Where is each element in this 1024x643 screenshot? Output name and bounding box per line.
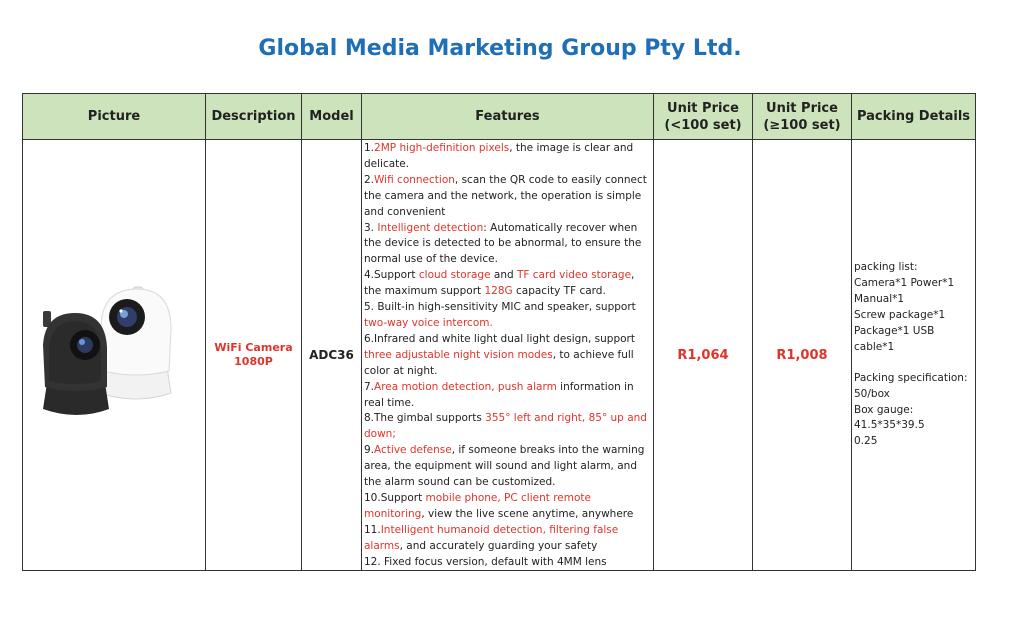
- company-title: Global Media Marketing Group Pty Ltd.: [258, 36, 742, 61]
- header-unit-price-large: Unit Price (≥100 set): [753, 94, 852, 140]
- header-picture: Picture: [23, 94, 206, 140]
- feature-text: 1.: [364, 142, 375, 154]
- header-packing-details: Packing Details: [852, 94, 976, 140]
- feature-text: 2.: [364, 173, 375, 186]
- feature-text: 12. Fixed focus version, default with 4MM lens: [364, 555, 607, 568]
- feature-highlight: Intelligent humanoid detection, filtering false alarms: [364, 523, 619, 552]
- packing-items-line: Camera*1 Power*1: [854, 277, 955, 290]
- feature-text: 4.Support: [364, 269, 419, 282]
- header-description: Description: [206, 94, 302, 140]
- feature-item: [364, 332, 651, 380]
- packing-cell: [852, 140, 976, 571]
- packing-details: [852, 260, 975, 450]
- model-value: ADC36: [309, 348, 354, 363]
- feature-highlight: 2MP high-definition pixels: [374, 142, 510, 154]
- white-camera-image: [99, 287, 171, 399]
- packing-items-line: Package*1 USB: [854, 324, 935, 337]
- feature-item: [364, 523, 651, 555]
- feature-highlight: two-way voice intercom.: [364, 316, 493, 329]
- packing-items-line: Manual*1: [854, 293, 905, 306]
- features-cell: [362, 140, 654, 571]
- feature-text: information in real time.: [364, 380, 634, 409]
- feature-text: capacity TF card.: [512, 285, 606, 298]
- feature-text: 8.The gimbal supports: [364, 412, 486, 425]
- price-small-value: R1,064: [677, 348, 729, 364]
- feature-item: [364, 173, 651, 221]
- price-large-value: R1,008: [776, 348, 828, 364]
- packing-list-label: packing list:: [854, 261, 918, 274]
- table-header-row: [23, 94, 976, 140]
- feature-highlight: cloud storage: [418, 269, 491, 282]
- packing-items-line: cable*1: [854, 340, 895, 353]
- feature-highlight: 355° left and right, 85° up and down;: [364, 412, 647, 441]
- box-weight: 0.25: [854, 435, 878, 448]
- feature-text: 11.: [364, 523, 381, 536]
- header-model: Model: [302, 94, 362, 140]
- header-unit-price-small: Unit Price (<100 set): [654, 94, 753, 140]
- feature-item: [364, 491, 651, 523]
- box-gauge-value: 41.5*35*39.5: [854, 419, 925, 432]
- description-line1: WiFi Camera: [214, 341, 293, 355]
- packing-spec-value: 50/box: [854, 387, 890, 400]
- feature-highlight: 128G: [484, 285, 513, 298]
- feature-text: and: [490, 269, 517, 282]
- model-cell: [302, 140, 362, 571]
- table-row: [23, 140, 976, 571]
- feature-highlight: Wifi connection: [374, 173, 455, 186]
- feature-item: [364, 411, 651, 443]
- description-line2: 1080P: [234, 355, 273, 369]
- feature-item: [364, 443, 651, 491]
- feature-text: 3.: [364, 221, 378, 234]
- feature-highlight: Active defense: [374, 444, 452, 457]
- price-small-cell: [654, 140, 753, 571]
- feature-item: [364, 555, 651, 571]
- feature-item: [364, 300, 651, 332]
- packing-items-line: Screw package*1: [854, 308, 946, 321]
- feature-highlight: Intelligent detection: [377, 221, 484, 234]
- feature-item: [364, 380, 651, 412]
- price-large-cell: [753, 140, 852, 571]
- feature-text: , and accurately guarding your safety: [399, 539, 598, 552]
- feature-highlight: Area motion detection, push alarm: [374, 380, 557, 393]
- feature-text: 6.Infrared and white light dual light design, support: [364, 332, 635, 345]
- feature-text: , if someone breaks into the warning area, the equipment will sound and light alarm, and the alarm sound can be customized.: [364, 444, 645, 489]
- feature-item: [364, 221, 651, 269]
- features-list: [362, 140, 653, 570]
- feature-text: 9.: [364, 444, 375, 457]
- feature-text: , scan the QR code to easily connect the camera and the network, the operation is simple and convenient: [364, 173, 647, 218]
- feature-text: , to achieve full color at night.: [364, 348, 634, 377]
- feature-item: [364, 268, 651, 300]
- feature-highlight: three adjustable night vision modes: [364, 348, 553, 361]
- feature-item: [364, 141, 651, 173]
- feature-text: , the maximum support: [364, 269, 635, 298]
- wifi-camera-photo-icon: [29, 275, 199, 435]
- picture-cell: [23, 140, 206, 571]
- black-camera-image: [43, 311, 109, 415]
- description-cell: [206, 140, 302, 571]
- feature-text: , the image is clear and delicate.: [364, 142, 634, 170]
- feature-text: : Automatically recover when the device is detected to be abnormal, to ensure the normal use of the device.: [364, 221, 642, 266]
- feature-text: 7.: [364, 380, 375, 393]
- header-features: Features: [362, 94, 654, 140]
- feature-text: 10.Support: [364, 491, 426, 504]
- feature-highlight: mobile phone, PC client remote monitoring: [364, 491, 591, 520]
- box-gauge-label: Box gauge:: [854, 403, 914, 416]
- feature-highlight: TF card video storage: [516, 269, 632, 282]
- feature-text: 5. Built-in high-sensitivity MIC and speaker, support: [364, 301, 636, 314]
- product-table: [22, 93, 976, 571]
- packing-spec-label: Packing specification:: [854, 371, 968, 384]
- feature-text: , view the live scene anytime, anywhere: [421, 507, 634, 520]
